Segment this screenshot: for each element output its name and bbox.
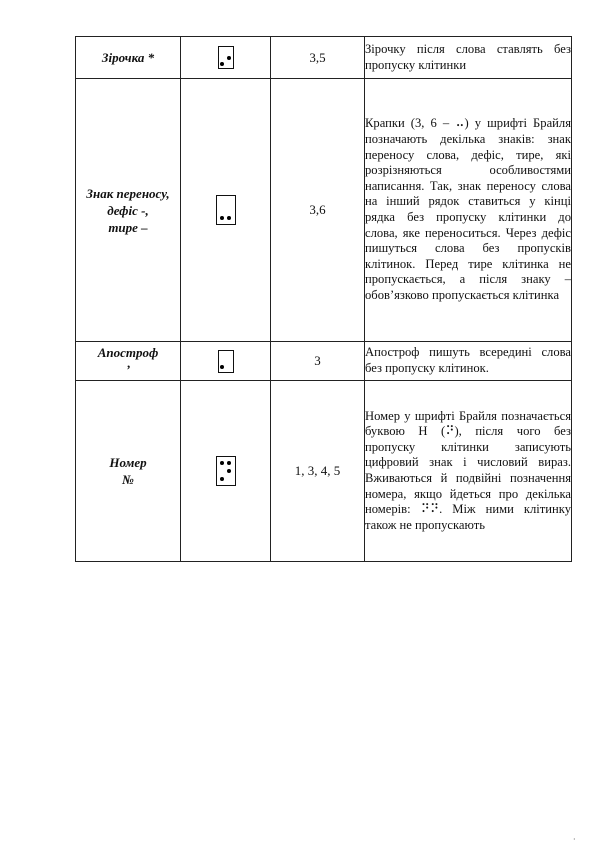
sign-name-cell — [76, 342, 181, 381]
sign-description: Зірочку після слова ставлять без пропуску клітинки — [365, 37, 572, 79]
braille-punctuation-table — [75, 36, 572, 562]
dot-numbers: 1, 3, 4, 5 — [271, 381, 365, 562]
sign-name-cell — [76, 381, 181, 562]
sign-name: ’ — [125, 362, 131, 377]
sign-description: Номер у шрифті Брайля позначається буквою Н (⠝), після чого без пропуску клітинки записують цифровий знак і числовий вираз. Вживаються й подвійні позначення номера, якщо йдеться про декілька номерів: ⠝⠝. Між ними клітинку також не пропускають — [365, 381, 572, 562]
braille-cell-icon — [216, 456, 236, 486]
braille-dot — [220, 365, 224, 369]
braille-dot — [220, 477, 224, 481]
sign-name: тире – — [108, 219, 148, 235]
table-row — [76, 37, 572, 79]
sign-name-cell — [76, 37, 181, 79]
braille-symbol-cell — [181, 381, 271, 562]
sign-name: Апостроф — [97, 345, 159, 360]
sign-name: дефіс -, — [107, 202, 149, 218]
sign-name-cell — [76, 79, 181, 342]
sign-name: Знак переносу, — [86, 185, 170, 201]
dot-numbers: 3,5 — [271, 37, 365, 79]
table-row — [76, 381, 572, 562]
braille-cell-icon — [218, 46, 234, 69]
sign-name: Номер — [109, 455, 147, 470]
braille-dot — [220, 62, 224, 66]
braille-dot — [227, 56, 231, 60]
scan-mark: · — [573, 835, 576, 844]
dot-numbers: 3 — [271, 342, 365, 381]
sign-name: Зірочка * — [101, 50, 155, 65]
sign-name: № — [122, 472, 134, 487]
table-row — [76, 342, 572, 381]
sign-description: Апостроф пишуть всередині слова без пропуску клітинок. — [365, 342, 572, 381]
braille-symbol-cell — [181, 342, 271, 381]
braille-dot — [220, 216, 224, 220]
braille-dot — [227, 469, 231, 473]
table-row — [76, 79, 572, 342]
braille-dot — [227, 461, 231, 465]
braille-cell-icon — [216, 195, 236, 225]
braille-dot — [227, 216, 231, 220]
braille-symbol-cell — [181, 79, 271, 342]
sign-description: Крапки (3, 6 – ⠤) у шрифті Брайля позначають декілька знаків: знак переносу слова, дефіс, тире, які розрізняються особливостями написання. Так, знак переносу слова на інший рядок ставиться у кінці рядка без пропуску клітинки до слова, яке переноситься. Через дефіс пишуться слова без пропусків клітинок. Перед тире клітинка не пропускається, а після знаку – обов’язково пропускається клітинка — [365, 79, 572, 342]
braille-dot — [220, 461, 224, 465]
dot-numbers: 3,6 — [271, 79, 365, 342]
braille-cell-icon — [218, 350, 234, 373]
braille-symbol-cell — [181, 37, 271, 79]
